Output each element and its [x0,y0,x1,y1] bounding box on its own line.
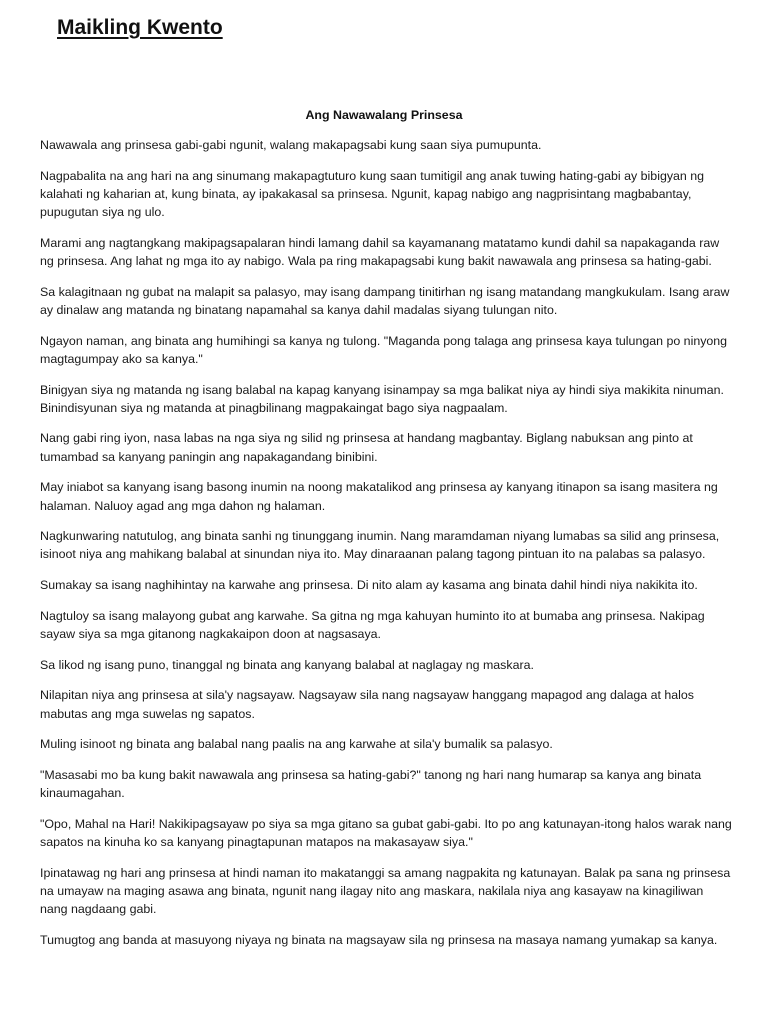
paragraph: Nagkunwaring natutulog, ang binata sanhi ng tinunggang inumin. Nang maramdaman niyang lumabas sa silid ang prinsesa, isinoot niya ang mahikang balabal at sinundan niya ito. May dinaraanan palang tagong pintuan ito na palabas sa palasyo. [40,529,720,562]
paragraph: Ngayon naman, ang binata ang humihingi sa kanya ng tulong. "Maganda pong talaga ang prinsesa kaya tulungan po ninyong magtagumpay ako sa kanya." [40,333,728,366]
paragraph: Nagpabalita na ang hari na ang sinumang makapagtuturo kung saan tumitigil ang anak tuwing hating-gabi ay bibigyan ng kalahati ng kaharian at, kung binata, ay ipakakasal sa prinsesa. Ngunit, kapag nabigo ang nagprisintang magbabantay, pupugutan siya ng ulo. [40,168,705,220]
paragraph: Nagtuloy sa isang malayong gubat ang karwahe. Sa gitna ng mga kahuyan huminto ito at bumaba ang prinsesa. Nakipag sayaw siya sa mga gitanong nagkakaipon doon at nagsasaya. [40,608,705,642]
paragraph: "Masasabi mo ba kung bakit nawawala ang prinsesa sa hating-gabi?" tanong ng hari nang humarap sa kanya ang binata kinaumagahan. [40,768,702,801]
paragraph: Tumugtog ang banda at masuyong niyaya ng binata na magsayaw sila ng prinsesa na masaya namang yumakap sa kanya. [40,933,718,947]
document-title: Maikling Kwento [57,16,223,39]
paragraph: "Opo, Mahal na Hari! Nakikipagsayaw po siya sa mga gitano sa gubat gabi-gabi. Ito po ang katunayan-itong halos warak nang sapatos na kinuha ko sa kanyang pinagtapunan matapos na makasayaw siya." [40,816,732,850]
paragraph: Ipinatawag ng hari ang prinsesa at hindi naman ito makatanggi sa amang nagpakita ng katunayan. Balak pa sana ng prinsesa na umayaw na maging asawa ang binata, ngunit nang ilagay nito ang maskara, nakilala niya ang kasayaw na kinagiliwan nang nagdaang gabi. [40,865,731,917]
paragraph: Marami ang nagtangkang makipagsapalaran hindi lamang dahil sa kayamanang matatamo kundi dahil sa napakaganda raw ng prinsesa. Ang lahat ng mga ito ay nabigo. Wala pa ring makapagsabi kung bakit nawawala ang prinsesa sa hating-gabi. [40,235,720,269]
paragraph: Muling isinoot ng binata ang balabal nang paalis na ang karwahe at sila'y bumalik sa palasyo. [40,737,553,752]
paragraph: May iniabot sa kanyang isang basong inumin na noong makatalikod ang prinsesa ay kanyang itinapon sa isang masitera ng halaman. Naluoy agad ang mga dahon ng halaman. [40,480,718,513]
paragraph: Sa kalagitnaan ng gubat na malapit sa palasyo, may isang dampang tinitirhan ng isang matandang mangkukulam. Isang araw ay dinalaw ang matanda ng binatang napamahal sa kanya dahil madalas siyang tulungan nito. [40,284,730,317]
paragraph: Sumakay sa isang naghihintay na karwahe ang prinsesa. Di nito alam ay kasama ang binata dahil hindi niya nakikita ito. [40,578,698,593]
paragraph: Nilapitan niya ang prinsesa at sila'y nagsayaw. Nagsayaw sila nang nagsayaw hanggang mapagod ang dalaga at halos mabutas ang mga suwelas ng sapatos. [40,688,695,721]
paragraph: Nawawala ang prinsesa gabi-gabi ngunit, walang makapagsabi kung saan siya pumupunta. [40,138,542,152]
story-title: Ang Nawawalang Prinsesa [305,108,463,122]
story-body [40,136,732,962]
paragraph: Nang gabi ring iyon, nasa labas na nga siya ng silid ng prinsesa at handang magbantay. Biglang nabuksan ang pinto at tumambad sa kanyang paningin ang napakagandang binibini. [40,431,693,464]
paragraph: Binigyan siya ng matanda ng isang balabal na kapag kanyang isinampay sa mga balikat niya ay hindi siya makikita ninuman. Binindisyunan siya ng matanda at pinagbilinang magpakaingat bago siya nagpaalam. [40,382,724,415]
paragraph: Sa likod ng isang puno, tinanggal ng binata ang kanyang balabal at naglagay ng maskara. [40,657,534,672]
